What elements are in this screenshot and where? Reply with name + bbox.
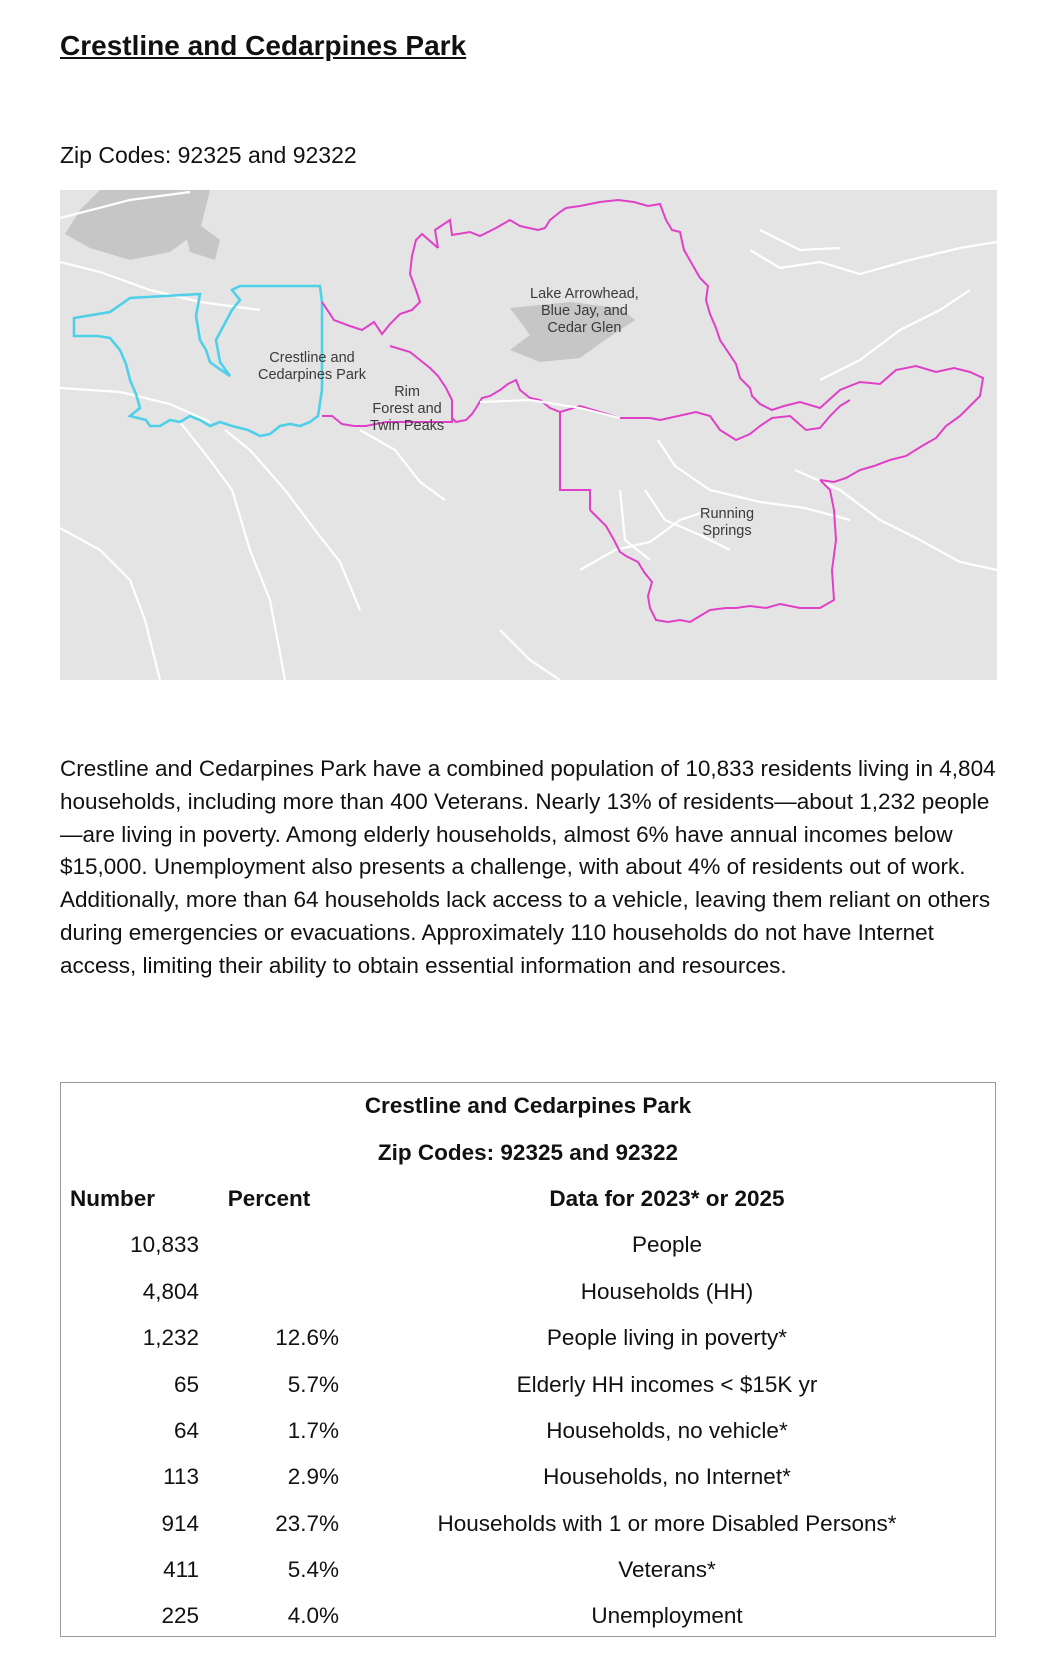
- data-table-box: [60, 1082, 996, 1637]
- cell-percent: 5.7%: [287, 1371, 339, 1397]
- cell-description: Households, no Internet*: [543, 1464, 791, 1490]
- table-subtitle-row: [61, 1129, 995, 1175]
- cell-description: People living in poverty*: [546, 1325, 788, 1351]
- table-row: [61, 1269, 995, 1315]
- cell-description: Households, no vehicle*: [546, 1417, 788, 1443]
- table-row: [61, 1408, 995, 1454]
- map-roads: [60, 192, 997, 680]
- cell-percent: [199, 1269, 339, 1315]
- table-title-row: [61, 1083, 995, 1129]
- table-row: [61, 1501, 995, 1547]
- cell-description: Households with 1 or more Disabled Persons*: [437, 1510, 897, 1536]
- table-subtitle: Zip Codes: 92325 and 92322: [377, 1139, 679, 1165]
- cell-percent: 2.9%: [287, 1464, 339, 1490]
- cell-number: 4,804: [142, 1278, 199, 1304]
- table-row: [61, 1315, 995, 1361]
- data-table: [61, 1083, 995, 1640]
- table-row: [61, 1222, 995, 1268]
- label-rim-forest: Rim Forest and Twin Peaks: [370, 384, 445, 434]
- cell-number: 64: [173, 1417, 199, 1443]
- cell-number: 10,833: [130, 1232, 199, 1258]
- header-number: Number: [70, 1185, 156, 1211]
- zip-codes-line: Zip Codes: 92325 and 92322: [60, 142, 357, 168]
- cell-number: 1,232: [142, 1325, 199, 1351]
- cell-number: 113: [163, 1464, 199, 1490]
- cell-percent: 4.0%: [287, 1603, 339, 1629]
- table-row: [61, 1593, 995, 1639]
- cell-description: Unemployment: [591, 1603, 743, 1629]
- cell-description: Elderly HH incomes < $15K yr: [516, 1371, 818, 1397]
- label-running-springs: Running Springs: [700, 506, 755, 539]
- table-header-row: [61, 1176, 995, 1222]
- map-graphic: [60, 190, 997, 680]
- label-lake-arrowhead: Lake Arrowhead, Blue Jay, and Cedar Glen: [530, 286, 639, 336]
- cell-percent: 23.7%: [275, 1510, 339, 1536]
- cell-percent: 5.4%: [287, 1557, 339, 1583]
- cell-description: People: [631, 1232, 703, 1258]
- cell-number: 65: [173, 1371, 199, 1397]
- table-row: [61, 1547, 995, 1593]
- cell-number: 914: [161, 1510, 199, 1536]
- header-description: Data for 2023* or 2025: [549, 1185, 785, 1211]
- table-row: [61, 1361, 995, 1407]
- cell-percent: [199, 1222, 339, 1268]
- summary-paragraph: Crestline and Cedarpines Park have a combined population of 10,833 residents living in 4,804 households, including more than 400 Veterans. Nearly 13% of residents—about 1,232 people—are living in poverty. Among elderly households, almost 6% have annual incomes below $15,000. Unemployment also presents a challenge, with about 4% of residents out of work. Additionally, more than 64 households lack access to a vehicle, leaving them reliant on others during emergencies or evacuations. Approximately 110 households do not have Internet access, limiting their ability to obtain essential information and resources.: [60, 756, 996, 978]
- header-percent: Percent: [227, 1185, 311, 1211]
- table-row: [61, 1454, 995, 1500]
- page-title: Crestline and Cedarpines Park: [60, 30, 467, 61]
- table-title: Crestline and Cedarpines Park: [364, 1093, 692, 1119]
- area-map: [60, 190, 997, 680]
- label-crestline: Crestline and Cedarpines Park: [258, 350, 366, 383]
- cell-number: 225: [161, 1603, 199, 1629]
- cell-description: Veterans*: [618, 1557, 716, 1583]
- cell-description: Households (HH): [580, 1278, 754, 1304]
- cell-percent: 12.6%: [275, 1325, 339, 1351]
- cell-number: 411: [163, 1557, 199, 1583]
- cell-percent: 1.7%: [287, 1417, 339, 1443]
